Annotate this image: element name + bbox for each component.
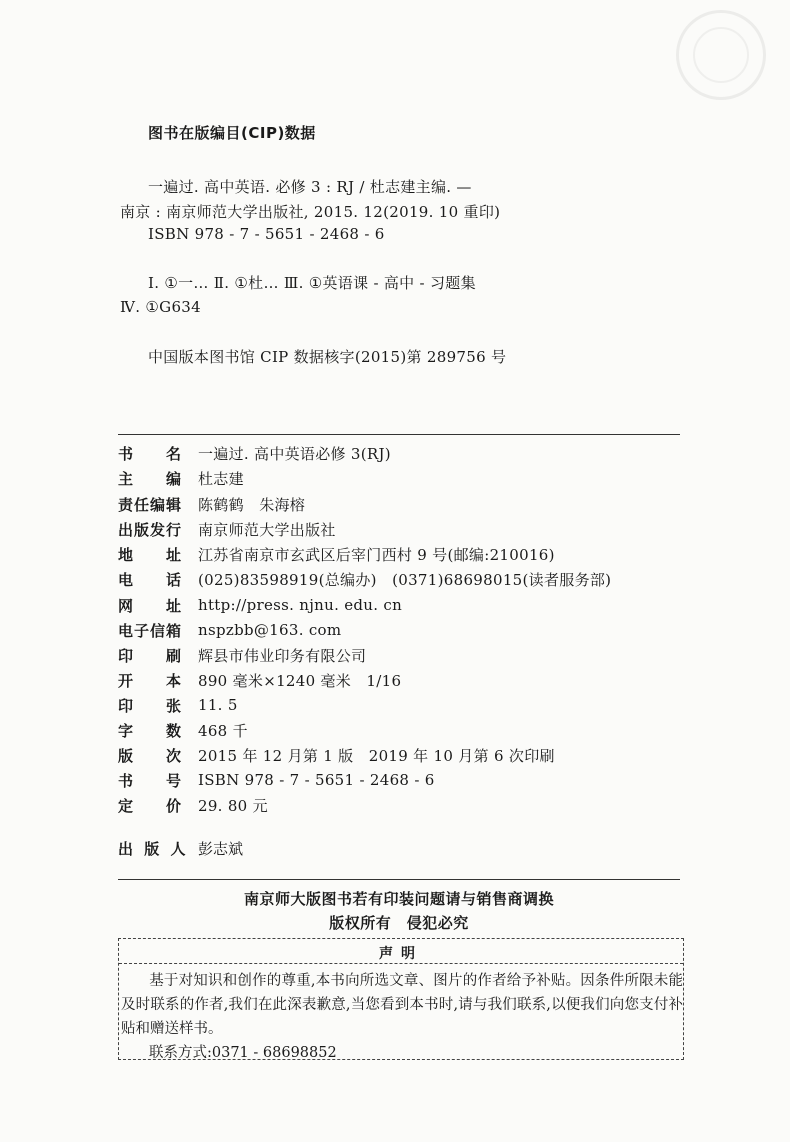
info-label: 开 本 — [118, 671, 182, 690]
info-label: 出版发行 — [118, 520, 183, 539]
info-label: 电 话 — [118, 570, 182, 589]
cip-classification-2: Ⅳ. ①G634 — [120, 298, 201, 316]
info-row-format — [118, 669, 401, 691]
info-label: 书 名 — [118, 444, 182, 463]
cip-record-number: 中国版本图书馆 CIP 数据核字(2015)第 289756 号 — [148, 348, 507, 366]
info-value: 南京师范大学出版社 — [198, 520, 336, 539]
info-value: 江苏省南京市玄武区后宰门西村 9 号(邮编:210016) — [198, 545, 555, 564]
info-value: nspzbb@163. com — [198, 621, 342, 639]
info-label: 定 价 — [118, 796, 182, 815]
statement-body: 基于对知识和创作的尊重,本书向所选文章、图片的作者给予补贴。因条件所限未能及时联系的作者,我们在此深表歉意,当您看到本书时,请与我们联系,以便我们向您支付补贴和赠送样书。 — [121, 973, 683, 1037]
info-label: 网 址 — [118, 596, 182, 615]
info-value: 468 千 — [198, 721, 248, 740]
info-row-address — [118, 543, 555, 565]
copyright-notice: 版权所有 侵犯必究 — [329, 914, 469, 932]
info-label: 出 版 人 — [118, 840, 189, 858]
info-label: 责任编辑 — [118, 495, 183, 514]
cip-line-1: 一遍过. 高中英语. 必修 3 : RJ / 杜志建主编. — — [148, 178, 472, 196]
faint-seal-mark — [676, 10, 766, 100]
info-value: http://press. njnu. edu. cn — [198, 596, 403, 614]
info-row-editor — [118, 467, 244, 489]
info-label: 印 张 — [118, 696, 182, 715]
statement-box — [118, 938, 684, 1060]
info-row-price — [118, 794, 268, 816]
info-label: 电子信箱 — [118, 621, 183, 640]
info-row-word-count — [118, 719, 248, 741]
info-row-edition — [118, 744, 555, 766]
info-row-email — [118, 619, 341, 641]
info-row-printer — [118, 644, 366, 666]
info-value: 890 毫米×1240 毫米 1/16 — [198, 671, 402, 690]
info-label: 书 号 — [118, 771, 182, 790]
info-row-title — [118, 442, 391, 464]
info-value: 2015 年 12 月第 1 版 2019 年 10 月第 6 次印刷 — [198, 746, 555, 765]
info-label: 版 次 — [118, 746, 182, 765]
info-value: ISBN 978 - 7 - 5651 - 2468 - 6 — [198, 771, 435, 789]
info-value: (025)83598919(总编办) (0371)68698015(读者服务部) — [198, 570, 612, 589]
info-label: 地 址 — [118, 545, 182, 564]
info-value: 辉县市伟业印务有限公司 — [198, 646, 367, 665]
info-label: 印 刷 — [118, 646, 182, 665]
cip-isbn: ISBN 978 - 7 - 5651 - 2468 - 6 — [148, 225, 385, 243]
info-value: 杜志建 — [198, 469, 244, 488]
info-value: 29. 80 元 — [198, 796, 268, 815]
info-value: 彭志斌 — [198, 840, 244, 858]
info-row-sheets — [118, 694, 238, 716]
info-row-phone — [118, 568, 611, 590]
info-value: 11. 5 — [198, 696, 238, 714]
statement-heading: 声明 — [379, 946, 423, 962]
cip-classification-1: Ⅰ. ①一… Ⅱ. ①杜… Ⅲ. ①英语课 - 高中 - 习题集 — [148, 274, 476, 292]
info-row-publisher — [118, 838, 243, 859]
info-value: 一遍过. 高中英语必修 3(RJ) — [198, 444, 391, 463]
bottom-divider — [118, 879, 680, 880]
statement-separator — [119, 963, 683, 964]
info-value: 陈鹤鹤 朱海榕 — [198, 495, 306, 514]
info-label: 字 数 — [118, 721, 182, 740]
top-divider — [118, 434, 680, 435]
info-row-website — [118, 594, 402, 616]
statement-contact: 联系方式:0371 - 68698852 — [149, 1045, 337, 1061]
cip-line-2: 南京 : 南京师范大学出版社, 2015. 12(2019. 10 重印) — [120, 203, 501, 221]
print-issue-notice: 南京师大版图书若有印装问题请与销售商调换 — [243, 890, 554, 908]
cip-title: 图书在版编目(CIP)数据 — [148, 124, 316, 142]
info-label: 主 编 — [118, 469, 182, 488]
info-row-responsible-editor — [118, 493, 305, 515]
info-row-isbn — [118, 769, 435, 791]
info-row-distribution — [118, 518, 336, 540]
